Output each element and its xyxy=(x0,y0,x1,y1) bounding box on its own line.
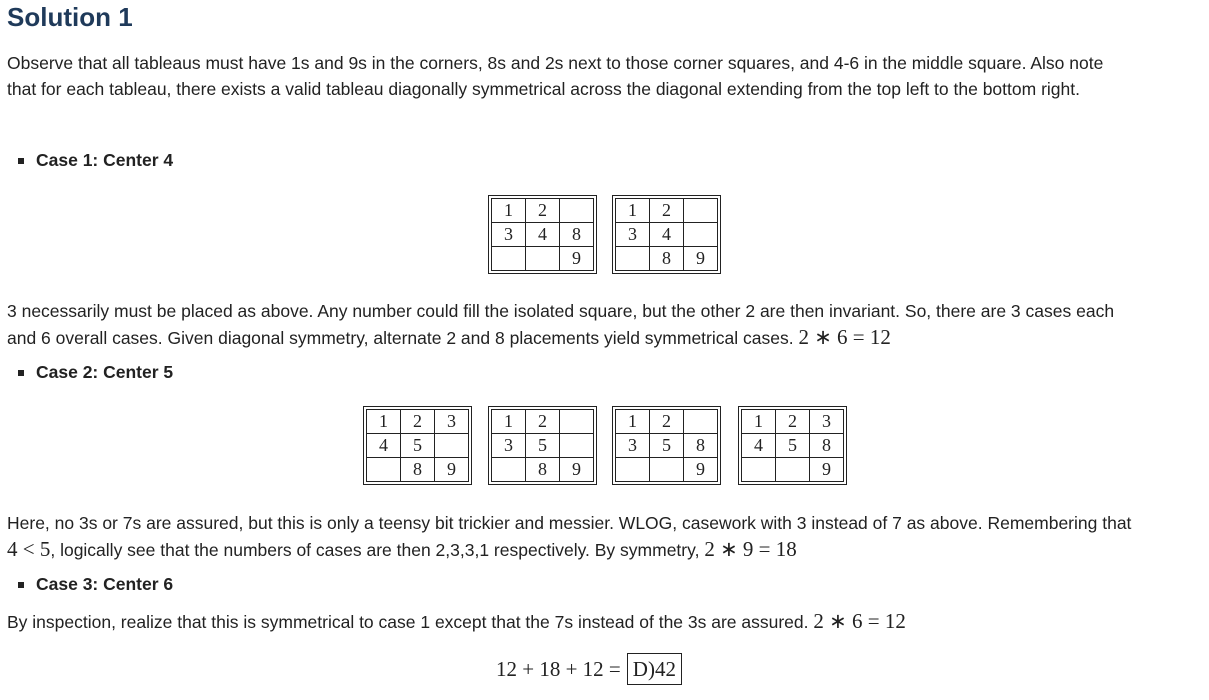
tableau-cell: 8 xyxy=(401,458,435,482)
tableau-cell: 4 xyxy=(742,434,776,458)
tableau-cell: 8 xyxy=(526,458,560,482)
case3-math: 2 ∗ 6 = 12 xyxy=(813,609,906,633)
tableau-cell: 4 xyxy=(367,434,401,458)
tableau-cell: 1 xyxy=(616,410,650,434)
tableau-cell xyxy=(560,410,594,434)
bullet-icon xyxy=(18,370,24,376)
tableau-cell: 2 xyxy=(526,410,560,434)
final-answer xyxy=(496,653,682,685)
page-title: Solution 1 xyxy=(7,2,133,32)
case2-tableau-4 xyxy=(741,409,844,482)
tableau-cell xyxy=(526,247,560,271)
final-answer-box: D)42 xyxy=(627,653,682,685)
tableau-cell: 2 xyxy=(650,199,684,223)
case1-line-1: 3 necessarily must be placed as above. Any number could fill the isolated square, but the other 2 are then invariant. So, there are 3 cases each xyxy=(7,301,1115,321)
tableau-cell: 2 xyxy=(650,410,684,434)
tableau-cell: 3 xyxy=(616,434,650,458)
tableau-cell: 2 xyxy=(401,410,435,434)
tableau-cell: 9 xyxy=(684,247,718,271)
tableau-cell xyxy=(492,458,526,482)
tableau-cell xyxy=(742,458,776,482)
tableau-cell: 9 xyxy=(560,458,594,482)
tableau-cell: 1 xyxy=(492,199,526,223)
case2-tableau-3 xyxy=(615,409,718,482)
tableau-cell: 3 xyxy=(435,410,469,434)
case2-tableau-1 xyxy=(366,409,469,482)
case2-line-2-text: , logically see that the numbers of cases are then 2,3,3,1 respectively. By symmetry, xyxy=(50,540,700,560)
tableau-cell: 8 xyxy=(560,223,594,247)
case1-tableau-1 xyxy=(491,198,594,271)
case3-heading xyxy=(18,574,173,595)
final-sum: 12 + 18 + 12 = xyxy=(496,656,621,681)
tableau-cell xyxy=(616,458,650,482)
tableau-cell: 9 xyxy=(560,247,594,271)
tableau-cell xyxy=(684,199,718,223)
tableau-cell: 9 xyxy=(810,458,844,482)
tableau-cell xyxy=(435,434,469,458)
intro-line-2: that for each tableau, there exists a valid tableau diagonally symmetrical across the diagonal extending from the top left to the bottom right. xyxy=(7,79,1080,99)
case1-line-2 xyxy=(7,324,891,351)
case2-line-1: Here, no 3s or 7s are assured, but this is only a teensy bit trickier and messier. WLOG, casework with 3 instead of 7 as above. Remembering that xyxy=(7,513,1132,533)
tableau-cell: 8 xyxy=(684,434,718,458)
case2-tableau-2 xyxy=(491,409,594,482)
tableau-cell: 3 xyxy=(616,223,650,247)
case2-heading-text: Case 2: Center 5 xyxy=(36,362,174,382)
tableau-cell: 9 xyxy=(435,458,469,482)
tableau-cell: 2 xyxy=(776,410,810,434)
tableau-cell: 5 xyxy=(526,434,560,458)
tableau-cell: 1 xyxy=(742,410,776,434)
bullet-icon xyxy=(18,582,24,588)
tableau-cell xyxy=(616,247,650,271)
tableau-cell: 4 xyxy=(650,223,684,247)
tableau-cell: 3 xyxy=(810,410,844,434)
tableau-cell xyxy=(492,247,526,271)
tableau-cell: 4 xyxy=(526,223,560,247)
case1-tableau-2 xyxy=(615,198,718,271)
tableau-cell xyxy=(684,410,718,434)
tableau-cell: 5 xyxy=(650,434,684,458)
case2-line-2 xyxy=(7,536,797,563)
tableau-cell: 2 xyxy=(526,199,560,223)
tableau-cell: 3 xyxy=(492,434,526,458)
case1-line-2-text: and 6 overall cases. Given diagonal symmetry, alternate 2 and 8 placements yield symmetrical cases. xyxy=(7,328,794,348)
tableau-cell xyxy=(560,199,594,223)
intro-line-1: Observe that all tableaus must have 1s and 9s in the corners, 8s and 2s next to those corner squares, and 4-6 in the middle square. Also note xyxy=(7,53,1104,73)
case1-math: 2 ∗ 6 = 12 xyxy=(798,325,891,349)
tableau-cell xyxy=(684,223,718,247)
case2-math: 2 ∗ 9 = 18 xyxy=(704,537,797,561)
case2-inequality: 4 < 5 xyxy=(7,537,51,561)
case3-heading-text: Case 3: Center 6 xyxy=(36,574,174,594)
tableau-cell: 1 xyxy=(492,410,526,434)
case3-line-1-text: By inspection, realize that this is symmetrical to case 1 except that the 7s instead of the 3s are assured. xyxy=(7,612,809,632)
case1-heading xyxy=(18,150,173,171)
case2-heading xyxy=(18,362,173,383)
tableau-cell: 8 xyxy=(650,247,684,271)
tableau-cell: 9 xyxy=(684,458,718,482)
tableau-cell xyxy=(560,434,594,458)
case3-line-1 xyxy=(7,608,906,635)
tableau-cell: 8 xyxy=(810,434,844,458)
bullet-icon xyxy=(18,158,24,164)
case1-heading-text: Case 1: Center 4 xyxy=(36,150,174,170)
tableau-cell xyxy=(650,458,684,482)
tableau-cell: 3 xyxy=(492,223,526,247)
tableau-cell xyxy=(367,458,401,482)
tableau-cell xyxy=(776,458,810,482)
tableau-cell: 5 xyxy=(401,434,435,458)
tableau-cell: 1 xyxy=(367,410,401,434)
tableau-cell: 1 xyxy=(616,199,650,223)
tableau-cell: 5 xyxy=(776,434,810,458)
